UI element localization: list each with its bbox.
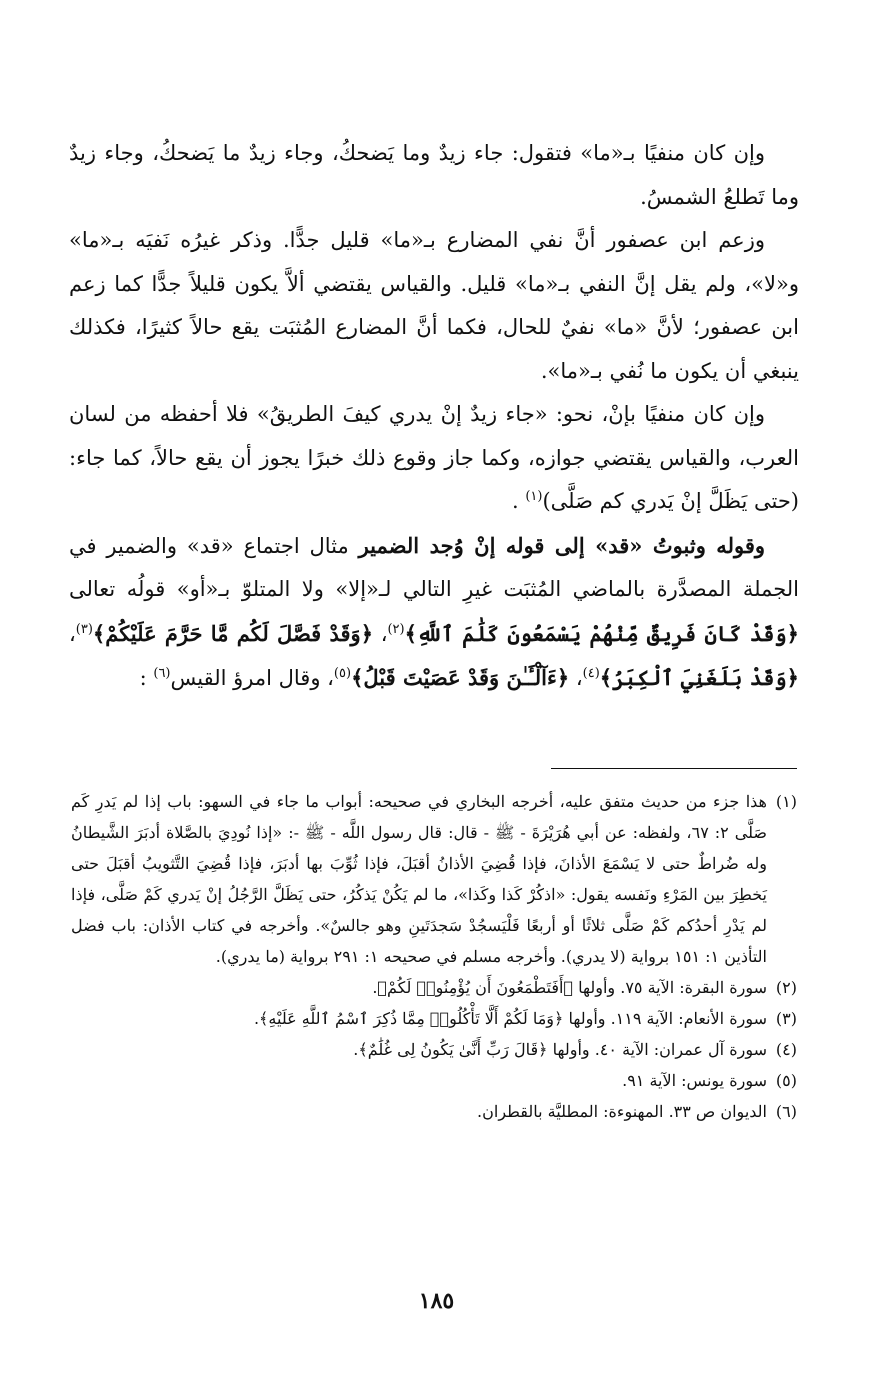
page-number: ١٨٥ xyxy=(418,1288,455,1314)
footnote-number: (٤) xyxy=(775,1040,797,1059)
footnote-text: سورة الأنعام: الآية ١١٩. وأولها ﴿وَمَا لَكُمْ أَلَّا تَأْكُلُوا۟ مِمَّا ذُكِرَ ٱسْمُ ٱللَّهِ عَلَيْهِ﴾. xyxy=(253,1009,767,1028)
footnote-text: سورة البقرة: الآية ٧٥. وأولها ﴿أَفَتَطْمَعُونَ أَن يُؤْمِنُوا۟ لَكُمْ﴾. xyxy=(372,978,767,997)
main-text xyxy=(69,132,799,701)
paragraph-2: وزعم ابن عصفور أنَّ نفي المضارع بـ«ما» قليل جدًّا. وذكر غيرُه نَفيَه بـ«ما» و«لا»، ولم يقل إنَّ النفي بـ«ما» قليل. والقياس يقتضي ألاَّ يكون قليلاً جدًّا كما زعم ابن عصفور؛ لأنَّ «ما» نفيٌ للحال، فكما أنَّ المضارع المُثبَت يقع حالاً كثيرًا، فكذلك ينبغي أن يكون ما نُفي بـ«ما». xyxy=(69,228,799,383)
footnote-number: (١) xyxy=(775,792,797,811)
footnote-text: سورة آل عمران: الآية ٤٠. وأولها ﴿قَالَ رَبِّ أَنَّىٰ يَكُونُ لِى غُلَٰمٌ﴾. xyxy=(353,1040,767,1059)
footnote-divider xyxy=(551,768,797,769)
paragraph-4-lead: وقوله وثبوتُ «قد» إلى قوله إنْ وُجد الضمير xyxy=(358,532,765,558)
footnote-ref-2[interactable]: (٢) xyxy=(387,621,405,637)
footnote-1 xyxy=(71,786,797,972)
separator: ، xyxy=(575,666,583,690)
footnote-number: (٢) xyxy=(775,978,797,997)
quran-verse-3: ﴿وَقَدْ بَلَغَنِيَ ٱلْكِبَرُ﴾ xyxy=(599,665,799,690)
footnote-3 xyxy=(71,1003,797,1034)
paragraph-4 xyxy=(69,524,799,701)
separator: ، xyxy=(69,621,76,646)
paragraph-4-tail: ، وقال امرؤ القيس xyxy=(170,666,334,690)
footnote-4 xyxy=(71,1034,797,1065)
quran-verse-4: ﴿ءَآلْـَٔـٰنَ وَقَدْ عَصَيْتَ قَبْلُ﴾ xyxy=(351,665,570,690)
footnote-text: هذا جزء من حديث متفق عليه، أخرجه البخاري في صحيحه: أبواب ما جاء في السهو: باب إذا لم يَدرِ كَم صَلَّى ٢: ٦٧، ولفظه: عن أبي هُرَيْرَةَ - ﷺ - قال: قال رسول اللَّه - ﷺ -: «إذا نُودِيَ بالصَّلاة أدبَرَ الشَّيطانُ وله ضُراطٌ حتى لا يَسْمَعَ الأذانَ، فإذا قُضِيَ الأذانُ أقبَلَ، فإذا ثُوِّبَ بها أدبَرَ، فإذا قُضِيَ التَّثويبُ أقبَلَ حتى يَخطِرَ بين المَرْءِ ونَفسه يقول: «اذكُرْ كَذا وكَذا»، ما لم يَكُنْ يَذكُرُ، حتى يَظَلَّ الرَّجُلُ إنْ يَدري كَمْ صَلَّى، فإذا لم يَدْرِ أحدُكم كَمْ صَلَّى ثلاثًا أو أربعًا فَلْيَسجُدْ سَجدَتَينِ وهو جالسٌ». وأخرجه في كتاب الأذان: باب فضل التأذين ١: ١٥١ برواية (لا يدري). وأخرجه مسلم في صحيحه ١: ٢٩١ برواية (ما يدري). xyxy=(71,792,768,966)
quran-verse-1: ﴿وَقَدْ كَانَ فَرِيقٌ مِّنْهُمْ يَسْمَعُونَ كَلَٰمَ ٱللَّهِ﴾ xyxy=(404,620,799,646)
footnote-5 xyxy=(71,1065,797,1096)
footnote-ref-6[interactable]: (٦) xyxy=(153,666,171,681)
footnote-2 xyxy=(71,972,797,1003)
footnote-text: سورة يونس: الآية ٩١. xyxy=(622,1071,767,1090)
footnote-ref-4[interactable]: (٤) xyxy=(582,666,600,681)
paragraph-3-end: . xyxy=(511,489,519,513)
quran-verse-2: ﴿وَقَدْ فَصَّلَ لَكُم مَّا حَرَّمَ عَلَيْكُمْ﴾ xyxy=(92,620,374,646)
footnote-6 xyxy=(71,1096,797,1127)
footnote-ref-1[interactable]: (١) xyxy=(525,489,543,504)
footnote-ref-5[interactable]: (٥) xyxy=(333,666,352,681)
footnote-ref-3[interactable]: (٣) xyxy=(75,621,93,637)
separator: ، xyxy=(380,621,388,646)
paragraph-3-text: وإن كان منفيًا بإنْ، نحو: «جاء زيدٌ إنْ يدري كيفَ الطريقُ» فلا أحفظه من لسان العرب، والقياس يقتضي جوازه، وكما جاز وقوع ذلك خبرًا يجوز أن يقع حالاً، كما جاء: (حتى يَظَلَّ إنْ يَدري كم صَلَّى) xyxy=(69,402,799,513)
paragraph-1: وإن كان منفيًا بـ«ما» فتقول: جاء زيدٌ وما يَضحكُ، وجاء زيدٌ ما يَضحكُ، وجاء زيدٌ وما تَطلعُ الشمسُ. xyxy=(69,141,799,209)
paragraph-4-colon: : xyxy=(139,666,147,690)
footnotes-section xyxy=(71,786,797,1127)
paragraph-3 xyxy=(69,393,799,524)
paragraph-4-text: مثال اجتماع «قد» والضمير في الجملة المصدَّرة بالماضي المُثبَت غيرِ التالي لـ«إلا» ولا المتلوّ بـ«أو» قولُه تعالى xyxy=(69,533,799,601)
footnote-number: (٣) xyxy=(775,1009,797,1028)
footnote-number: (٦) xyxy=(775,1102,797,1121)
footnote-text: الديوان ص ٣٣. المهنوءة: المطليَّة بالقطران. xyxy=(477,1102,767,1121)
footnote-number: (٥) xyxy=(775,1071,797,1090)
